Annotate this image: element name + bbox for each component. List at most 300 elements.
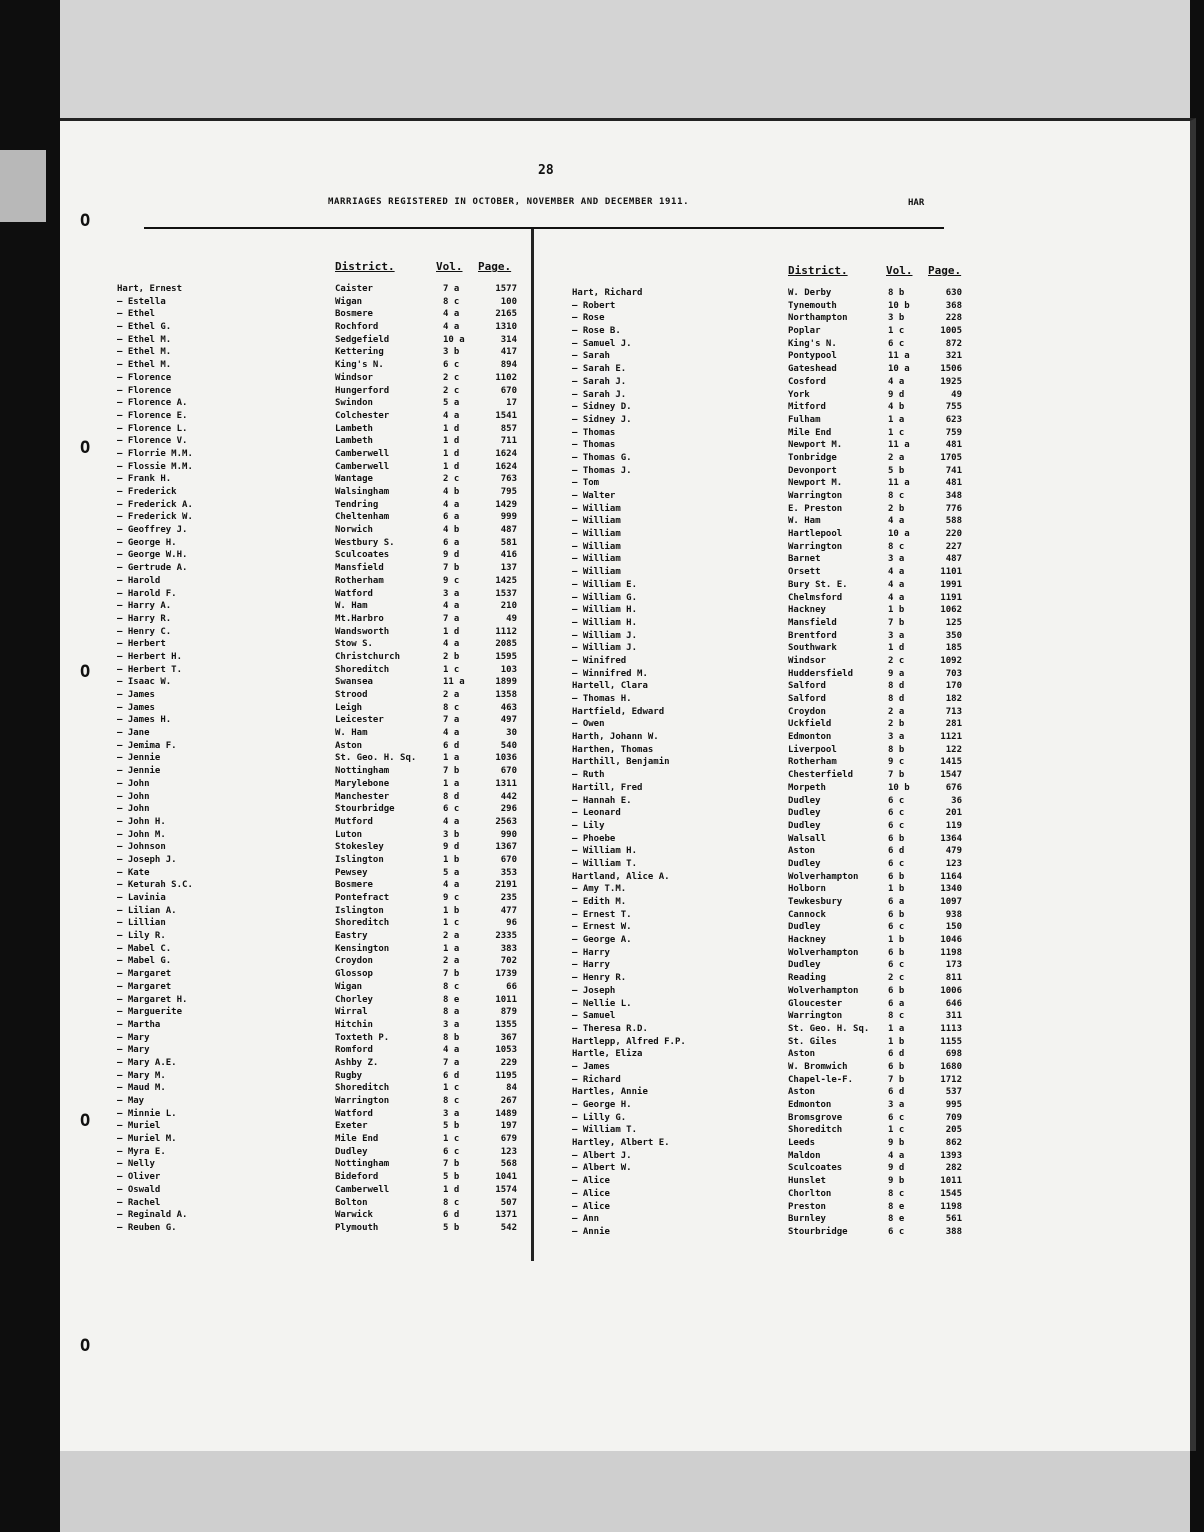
entry-district: Preston (788, 1201, 826, 1212)
entry-page: 776 (945, 503, 962, 514)
scan-border-bottom (60, 1448, 1190, 1532)
entry-volume: 2 a (443, 931, 460, 942)
entry-page: 96 (506, 918, 517, 929)
register-entry (117, 397, 527, 410)
entry-name: — Minnie L. (117, 1108, 177, 1119)
entry-page: 1005 (940, 326, 962, 337)
entry-volume: 8 d (443, 791, 460, 802)
entry-page: 123 (945, 858, 962, 869)
entry-volume: 6 c (443, 1146, 460, 1157)
register-entry (117, 676, 527, 689)
entry-page: 1680 (940, 1061, 962, 1072)
register-entry (572, 592, 972, 605)
entry-page: 1092 (940, 655, 962, 666)
entry-district: Bury St. E. (788, 579, 848, 590)
entry-district: Walsall (788, 833, 826, 844)
entry-name: — Jemima F. (117, 740, 177, 751)
entry-district: Hackney (788, 935, 826, 946)
entry-volume: 1 a (443, 778, 460, 789)
entry-volume: 4 a (443, 880, 460, 891)
register-entry (117, 664, 527, 677)
entry-page: 210 (500, 601, 517, 612)
entry-name: — Harry (572, 960, 610, 971)
register-entry (572, 1188, 972, 1201)
entry-name: — William G. (572, 592, 638, 603)
entry-name: — Alice (572, 1176, 610, 1187)
entry-volume: 7 b (443, 563, 460, 574)
entry-district: Fulham (788, 414, 821, 425)
entry-page: 670 (500, 766, 517, 777)
register-entry (572, 452, 972, 465)
entry-district: W. Bromwich (788, 1061, 848, 1072)
entry-volume: 9 d (443, 550, 460, 561)
register-entry (572, 1086, 972, 1099)
entry-name: — Flossie M.M. (117, 461, 193, 472)
entry-page: 1371 (495, 1210, 517, 1221)
entry-page: 481 (945, 440, 962, 451)
entry-page: 481 (945, 478, 962, 489)
entry-district: Wolverhampton (788, 947, 859, 958)
entry-volume: 6 a (888, 998, 905, 1009)
entry-page: 119 (945, 820, 962, 831)
entry-volume: 9 c (443, 575, 460, 586)
entry-page: 1195 (495, 1070, 517, 1081)
entry-volume: 6 c (888, 820, 905, 831)
entry-name: — Ethel (117, 309, 155, 320)
entry-volume: 2 c (443, 385, 460, 396)
entry-name: — Sarah J. (572, 389, 627, 400)
entry-volume: 8 e (888, 1201, 905, 1212)
entry-district: Liverpool (788, 744, 837, 755)
entry-volume: 4 a (888, 1150, 905, 1161)
entry-volume: 1 b (888, 605, 905, 616)
entry-volume: 6 d (888, 846, 905, 857)
register-entry (117, 600, 527, 613)
entry-volume: 3 b (443, 829, 460, 840)
entry-district: Toxteth P. (335, 1032, 390, 1043)
entry-volume: 1 d (443, 1184, 460, 1195)
entry-page: 1198 (940, 947, 962, 958)
entry-page: 759 (945, 427, 962, 438)
entry-volume: 3 a (888, 1100, 905, 1110)
entry-district: Dudley (335, 1146, 368, 1157)
entry-volume: 1 d (443, 423, 460, 434)
register-entry (117, 727, 527, 740)
entry-name: — Isaac W. (117, 677, 172, 688)
entry-name: — John (117, 791, 150, 802)
register-entry (117, 752, 527, 765)
entry-page: 1097 (940, 897, 962, 907)
entry-volume: 11 a (888, 440, 910, 451)
entry-page: 477 (500, 905, 517, 916)
register-entry (572, 515, 972, 528)
register-entry (572, 617, 972, 630)
register-entry (572, 909, 972, 922)
entry-page: 1712 (940, 1074, 962, 1085)
register-entry (572, 312, 972, 325)
entry-district: Nottingham (335, 1159, 390, 1170)
entry-name: Hartell, Clara (572, 681, 648, 692)
entry-name: — Harold F. (117, 588, 177, 599)
register-entry (117, 841, 527, 854)
entry-name: — Harold (117, 575, 161, 586)
register-entry (117, 1158, 527, 1171)
entry-page: 311 (945, 1011, 962, 1022)
register-entry (117, 385, 527, 398)
entry-volume: 9 c (443, 893, 460, 903)
entry-district: Leicester (335, 715, 384, 726)
entry-name: — Walter (572, 491, 616, 501)
entry-volume: 6 b (888, 947, 905, 958)
entry-name: — Henry C. (117, 626, 172, 637)
entry-name: — Harry A. (117, 601, 172, 612)
entry-name: — William E. (572, 579, 638, 590)
entry-page: 1705 (940, 452, 962, 463)
entry-page: 811 (945, 973, 962, 984)
entry-name: — Thomas (572, 440, 616, 451)
entry-volume: 2 a (888, 452, 905, 463)
column-divider (531, 229, 534, 1261)
entry-volume: 6 a (443, 537, 460, 548)
entry-page: 123 (500, 1146, 517, 1157)
entry-name: — William J. (572, 643, 638, 654)
entry-page: 17 (506, 398, 517, 409)
entry-name: — Rachel (117, 1197, 161, 1208)
entry-name: — Florence V. (117, 436, 188, 447)
register-entry (117, 461, 527, 474)
entry-page: 2563 (495, 816, 517, 827)
register-entry (117, 435, 527, 448)
entry-page: 1899 (495, 677, 517, 688)
entry-page: 1062 (940, 605, 962, 616)
entry-name: — Nelly (117, 1159, 155, 1170)
register-entry (572, 820, 972, 833)
scan-border-top (60, 0, 1190, 118)
register-entry (117, 854, 527, 867)
entry-name: — Herbert T. (117, 664, 183, 675)
entry-volume: 4 a (443, 322, 460, 333)
entry-name: — Jennie (117, 753, 161, 764)
entry-volume: 8 c (888, 1188, 905, 1199)
entry-volume: 10 a (888, 529, 910, 540)
entry-volume: 6 d (888, 1087, 905, 1098)
entry-volume: 1 a (888, 1023, 905, 1034)
entry-page: 2165 (495, 309, 517, 320)
register-entry (572, 287, 972, 300)
entry-volume: 1 b (443, 905, 460, 916)
entry-name: — John H. (117, 816, 166, 827)
register-entry (572, 1074, 972, 1087)
register-entry (572, 693, 972, 706)
entry-name: — Frederick A. (117, 499, 193, 510)
entry-name: — Mary A.E. (117, 1057, 177, 1068)
entry-page: 49 (951, 389, 962, 400)
entry-name: Hartles, Annie (572, 1087, 648, 1098)
entry-name: — George A. (572, 935, 632, 946)
register-entry (117, 1222, 527, 1235)
entry-volume: 8 c (888, 1011, 905, 1022)
entry-page: 1053 (495, 1045, 517, 1056)
register-entry (572, 782, 972, 795)
entry-district: Windsor (335, 372, 373, 383)
entry-volume: 8 c (443, 1197, 460, 1208)
entry-volume: 4 a (443, 816, 460, 827)
register-entry (117, 955, 527, 968)
entry-page: 442 (500, 791, 517, 802)
entry-page: 1367 (495, 842, 517, 853)
register-entry (572, 300, 972, 313)
entry-name: — Tom (572, 478, 600, 489)
entry-district: Shoreditch (335, 918, 390, 929)
entry-name: — Samuel J. (572, 338, 632, 349)
entry-page: 1011 (495, 994, 517, 1005)
entry-volume: 6 a (443, 512, 460, 523)
entry-volume: 2 a (443, 690, 460, 700)
entry-district: Warrington (788, 491, 843, 501)
entry-district: Swindon (335, 398, 373, 409)
entry-district: Warrington (335, 1096, 390, 1106)
entry-district: Mile End (335, 1134, 379, 1145)
entry-volume: 6 c (888, 858, 905, 869)
entry-name: Hartland, Alice A. (572, 871, 670, 882)
entry-volume: 1 b (888, 935, 905, 946)
entry-page: 1489 (495, 1108, 517, 1119)
entry-district: E. Preston (788, 503, 843, 514)
entry-volume: 11 a (888, 351, 910, 362)
entry-name: — William (572, 554, 621, 565)
entry-page: 368 (945, 300, 962, 311)
entry-page: 568 (500, 1159, 517, 1170)
register-entry (572, 934, 972, 947)
entry-district: St. Geo. H. Sq. (335, 753, 417, 764)
left-header-vol: Vol. (436, 260, 463, 273)
entry-district: Morpeth (788, 782, 826, 793)
entry-volume: 6 c (888, 922, 905, 933)
entry-volume: 6 c (443, 360, 460, 371)
entry-district: Rugby (335, 1070, 363, 1081)
binder-hole-marker: O (80, 1336, 91, 1356)
entry-volume: 3 a (888, 554, 905, 565)
entry-volume: 6 c (888, 1112, 905, 1123)
entry-name: — Ernest W. (572, 922, 632, 933)
entry-district: Salford (788, 681, 826, 692)
entry-volume: 11 a (888, 478, 910, 489)
entry-page: 36 (951, 795, 962, 806)
entry-page: 122 (945, 744, 962, 755)
entry-name: — Sarah J. (572, 376, 627, 387)
entry-volume: 6 c (888, 808, 905, 819)
register-entry (572, 668, 972, 681)
entry-district: Hackney (788, 605, 826, 616)
entry-volume: 10 b (888, 300, 910, 311)
entry-volume: 6 b (888, 833, 905, 844)
entry-page: 487 (945, 554, 962, 565)
binder-hole-marker: O (80, 438, 91, 458)
entry-page: 1113 (940, 1023, 962, 1034)
entry-district: Leigh (335, 702, 363, 713)
entry-district: Camberwell (335, 461, 390, 472)
entry-district: Newport M. (788, 478, 843, 489)
entry-page: 702 (500, 956, 517, 967)
entry-volume: 5 b (443, 1222, 460, 1233)
entry-name: — William (572, 503, 621, 514)
entry-name: — William (572, 541, 621, 552)
register-entry (572, 680, 972, 693)
entry-district: Rotherham (788, 757, 837, 768)
register-entry (572, 490, 972, 503)
entry-page: 1102 (495, 372, 517, 383)
entry-page: 227 (945, 541, 962, 552)
entry-name: — Florrie M.M. (117, 448, 193, 459)
entry-page: 229 (500, 1057, 517, 1068)
section-tag: HAR (908, 198, 925, 208)
right-column-entries (572, 287, 972, 1239)
entry-volume: 5 b (443, 1172, 460, 1183)
register-entry (117, 423, 527, 436)
entry-name: — Winnifred M. (572, 668, 648, 679)
register-entry (117, 537, 527, 550)
entry-name: — Thomas J. (572, 465, 632, 476)
entry-page: 170 (945, 681, 962, 692)
entry-page: 2085 (495, 639, 517, 650)
entry-volume: 6 c (888, 338, 905, 349)
entry-district: Manchester (335, 791, 390, 802)
entry-volume: 5 a (443, 398, 460, 409)
entry-page: 1577 (495, 284, 517, 294)
entry-name: Hart, Ernest (117, 284, 183, 294)
entry-name: — William H. (572, 617, 638, 628)
register-entry (117, 359, 527, 372)
entry-district: Hunslet (788, 1176, 826, 1187)
entry-volume: 1 d (443, 448, 460, 459)
entry-volume: 7 b (888, 1074, 905, 1085)
register-entry (117, 1019, 527, 1032)
entry-name: — William (572, 516, 621, 527)
entry-name: — Lily R. (117, 931, 166, 942)
entry-page: 282 (945, 1163, 962, 1174)
register-entry (572, 1137, 972, 1150)
register-entry (117, 892, 527, 905)
entry-volume: 8 e (888, 1214, 905, 1225)
entry-volume: 6 c (888, 795, 905, 806)
entry-page: 150 (945, 922, 962, 933)
entry-name: — Keturah S.C. (117, 880, 193, 891)
entry-page: 173 (945, 960, 962, 971)
entry-volume: 4 a (888, 592, 905, 603)
left-header-page: Page. (478, 260, 512, 273)
entry-volume: 8 c (443, 702, 460, 713)
entry-volume: 3 b (888, 313, 905, 324)
entry-volume: 7 a (443, 1057, 460, 1068)
binder-hole-marker: O (80, 1111, 91, 1131)
entry-volume: 1 c (443, 664, 460, 675)
entry-district: W. Ham (788, 516, 821, 527)
entry-volume: 1 a (443, 943, 460, 954)
entry-page: 1991 (940, 579, 962, 590)
entry-page: 561 (945, 1214, 962, 1225)
entry-page: 795 (500, 487, 517, 497)
right-header-page: Page. (928, 264, 962, 277)
entry-name: — Marguerite (117, 1007, 183, 1018)
register-entry (117, 1184, 527, 1197)
entry-page: 1429 (495, 499, 517, 510)
entry-name: — Sidney D. (572, 402, 632, 413)
entry-district: Sculcoates (335, 550, 390, 561)
entry-district: Wigan (335, 981, 363, 992)
entry-volume: 6 d (888, 1049, 905, 1060)
entry-name: — Lily (572, 820, 605, 831)
entry-page: 2335 (495, 931, 517, 942)
entry-district: Mutford (335, 816, 373, 827)
entry-page: 588 (945, 516, 962, 527)
register-entry (572, 1150, 972, 1163)
entry-name: — Richard (572, 1074, 621, 1085)
entry-volume: 8 b (443, 1032, 460, 1043)
entry-district: Salford (788, 694, 826, 704)
entry-volume: 7 b (443, 1159, 460, 1170)
entry-name: — Annie (572, 1226, 610, 1237)
register-entry (117, 1044, 527, 1057)
entry-district: Chorley (335, 994, 373, 1005)
entry-page: 66 (506, 981, 517, 992)
entry-page: 487 (500, 525, 517, 536)
entry-name: — Ethel M. (117, 334, 172, 345)
binder-hole-marker: O (80, 211, 91, 231)
register-entry (117, 1006, 527, 1019)
entry-page: 1506 (940, 364, 962, 375)
entry-district: Southwark (788, 643, 837, 654)
register-entry (572, 389, 972, 402)
register-entry (572, 972, 972, 985)
entry-volume: 6 b (888, 871, 905, 882)
entry-page: 679 (500, 1134, 517, 1145)
entry-page: 646 (945, 998, 962, 1009)
entry-name: — Oswald (117, 1184, 161, 1195)
entry-name: — Kate (117, 867, 150, 878)
entry-district: Swansea (335, 677, 373, 688)
entry-name: Hart, Richard (572, 288, 643, 298)
entry-district: Watford (335, 588, 373, 599)
register-entry (117, 499, 527, 512)
register-entry (572, 338, 972, 351)
entry-volume: 10 a (888, 364, 910, 375)
register-entry (117, 410, 527, 423)
entry-volume: 1 c (443, 1134, 460, 1145)
register-entry (117, 613, 527, 626)
entry-volume: 9 c (888, 757, 905, 768)
entry-district: Aston (788, 1049, 816, 1060)
entry-page: 383 (500, 943, 517, 954)
register-entry (572, 833, 972, 846)
entry-district: Camberwell (335, 448, 390, 459)
entry-name: — Myra E. (117, 1146, 166, 1157)
entry-district: Dudley (788, 858, 821, 869)
entry-name: — John (117, 778, 150, 789)
entry-district: Rotherham (335, 575, 384, 586)
register-entry (572, 769, 972, 782)
entry-volume: 4 b (888, 402, 905, 413)
register-entry (572, 579, 972, 592)
entry-district: Shoreditch (788, 1125, 843, 1136)
entry-volume: 4 a (888, 516, 905, 527)
entry-volume: 5 b (443, 1121, 460, 1132)
entry-district: Warwick (335, 1210, 373, 1221)
register-entry (117, 1133, 527, 1146)
register-entry (572, 985, 972, 998)
entry-name: — Frederick (117, 487, 177, 497)
entry-volume: 6 d (443, 1210, 460, 1221)
entry-page: 703 (945, 668, 962, 679)
